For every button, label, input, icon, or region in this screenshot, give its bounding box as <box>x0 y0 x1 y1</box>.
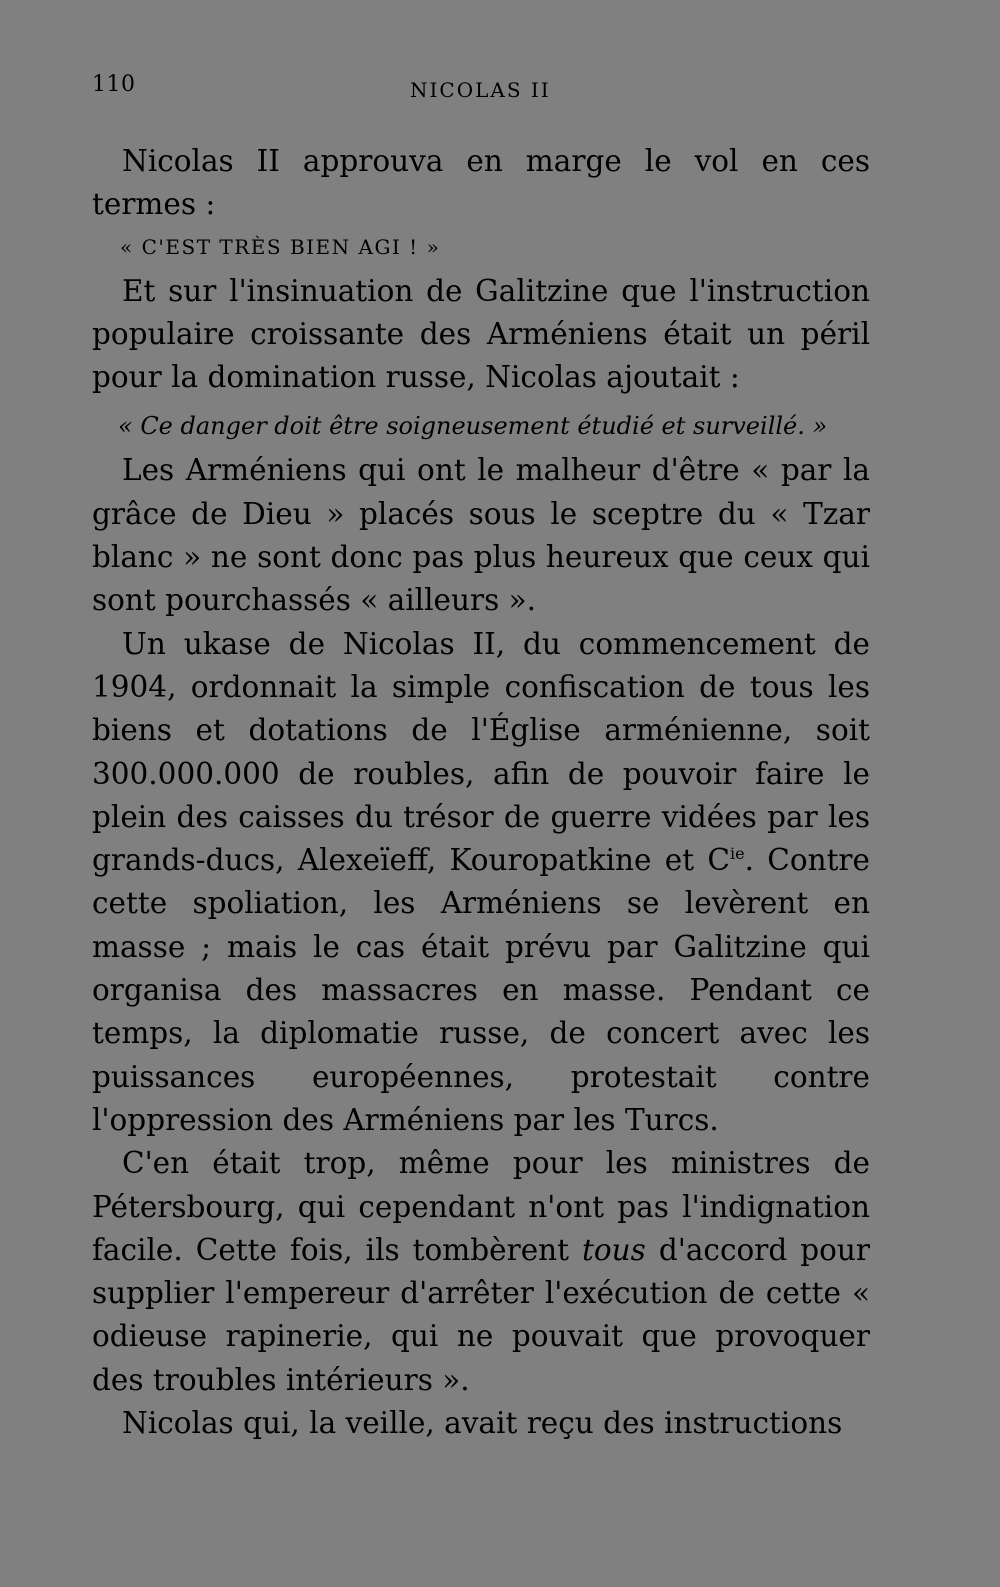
quote-danger: « Ce danger doit être soigneusement étudié et surveillé. » <box>118 412 828 441</box>
paragraph-5-emphasis: tous <box>582 1232 646 1267</box>
page-body <box>92 140 870 1445</box>
running-title: NICOLAS II <box>410 78 551 102</box>
paragraph-6: Nicolas qui, la veille, avait reçu des instructions <box>122 1406 843 1441</box>
paragraph-2: Et sur l'insinuation de Galitzine que l'instruction populaire croissante des Arméniens était un péril pour la domination russe, Nicolas ajoutait : <box>92 273 870 395</box>
paragraph-5-text-a: C'en était trop, même pour les ministres de Pétersbourg, qui cependant n'ont pas l'indignation facile. Cette fois, ils tombèrent <box>92 1146 870 1267</box>
page-header <box>92 72 872 108</box>
paragraph-5-text-b: d'accord pour supplier l'empereur d'arrêter l'exécution de cette « odieuse rapinerie, qui ne pouvait que provoquer des troubles intérieurs ». <box>92 1232 870 1397</box>
paragraph-1: Nicolas II approuva en marge le vol en ces termes : <box>92 144 870 222</box>
paragraph-4-superscript: ie <box>729 844 745 864</box>
paragraph-3: Les Arméniens qui ont le malheur d'être « par la grâce de Dieu » placés sous le sceptre du « Tzar blanc » ne sont donc pas plus heureux que ceux qui sont pourchassés « ailleurs ». <box>92 453 870 618</box>
paragraph-4 <box>92 623 870 1143</box>
paragraph-5 <box>92 1142 870 1402</box>
paragraph-4-text-a: Un ukase de Nicolas II, du commencement de 1904, ordonnait la simple confiscation de tous les biens et dotations de l'Église arménienne, soit 300.000.000 de roubles, afin de pouvoir faire le plein des caisses du trésor de guerre vidées par les grands-ducs, Alexeïeff, Kouropatkine et C <box>92 626 870 878</box>
page-number: 110 <box>92 72 136 97</box>
quote-approval: « C'EST TRÈS BIEN AGI ! » <box>120 234 441 259</box>
paragraph-4-text-b: . Contre cette spoliation, les Arméniens se levèrent en masse ; mais le cas était prévu par Galitzine qui organisa des massacres en masse. Pendant ce temps, la diplomatie russe, de concert avec les puissances européennes, protestait contre l'oppression des Arméniens par les Turcs. <box>92 843 870 1137</box>
